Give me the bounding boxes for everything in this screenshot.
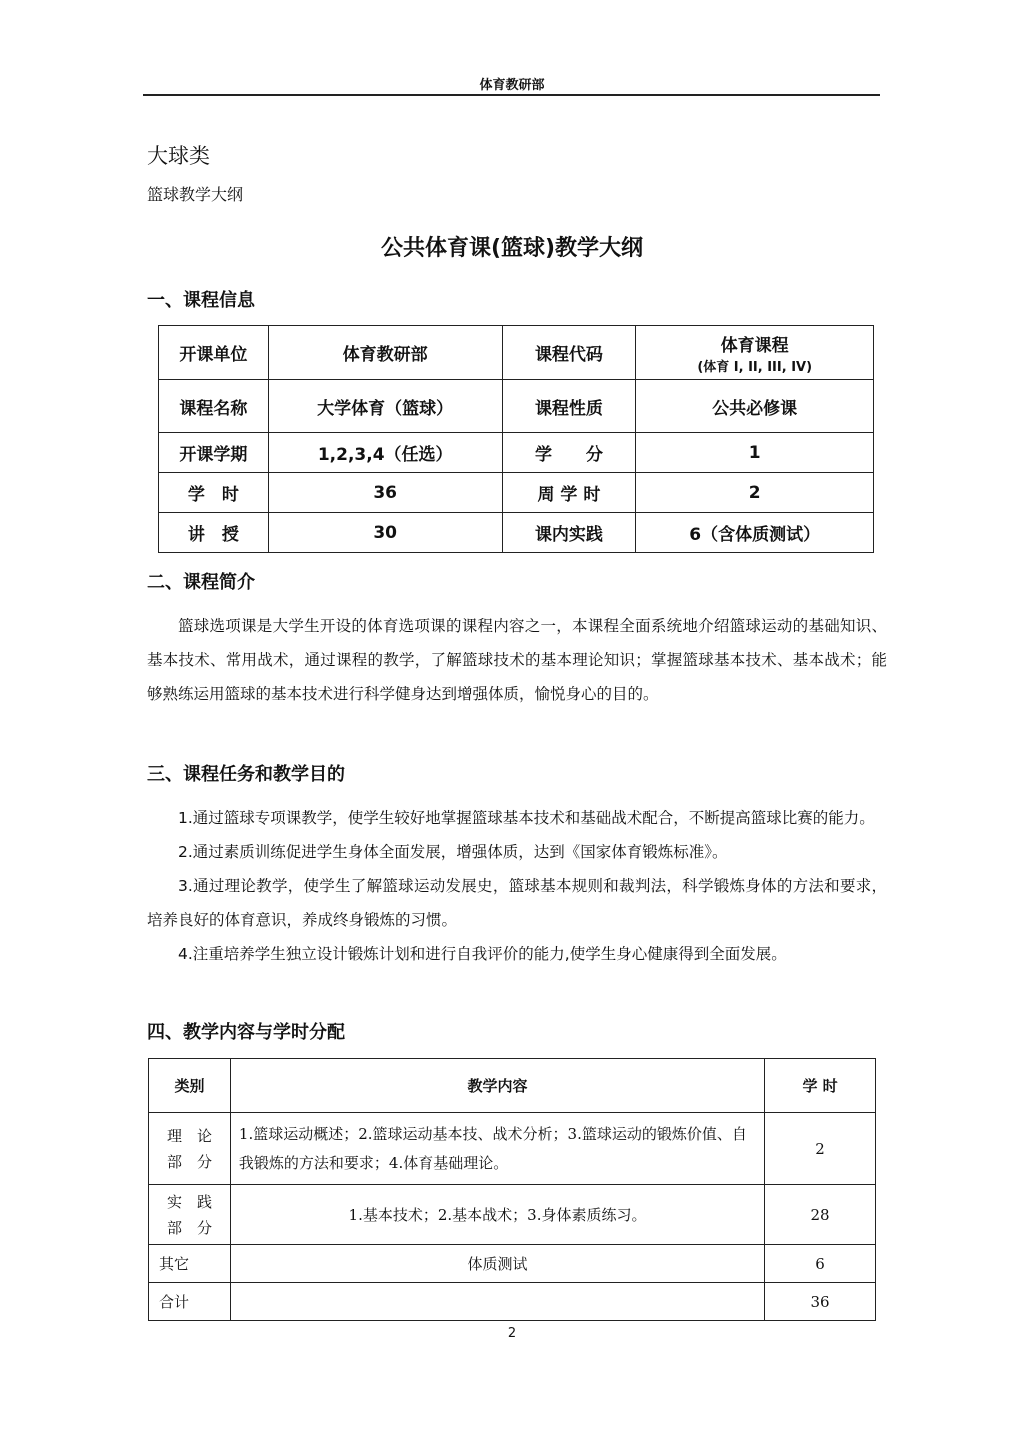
info-row — [159, 326, 874, 380]
info-label: 学 分 — [502, 433, 636, 473]
category-cell: 其它 — [149, 1245, 231, 1283]
content-hours-table — [148, 1058, 876, 1321]
objectives-list — [147, 801, 887, 971]
content-cell — [230, 1283, 764, 1321]
column-header: 教学内容 — [230, 1059, 764, 1113]
info-row — [159, 513, 874, 553]
info-row — [159, 473, 874, 513]
content-cell: 体质测试 — [230, 1245, 764, 1283]
info-value: 6（含体质测试） — [636, 513, 874, 553]
category-line: 部 分 — [166, 1152, 212, 1171]
column-header: 学 时 — [765, 1059, 876, 1113]
info-label: 开课单位 — [159, 326, 269, 380]
info-row — [159, 380, 874, 433]
hours-cell: 2 — [765, 1113, 876, 1185]
hours-cell: 36 — [765, 1283, 876, 1321]
document-title: 公共体育课(篮球)教学大纲 — [380, 236, 644, 261]
intro-text: 篮球选项课是大学生开设的体育选项课的课程内容之一，本课程全面系统地介绍篮球运动的基础知识、基本技术、常用战术，通过课程的教学，了解篮球技术的基本理论知识；掌握篮球基本技术、基本战术；能够熟练运用篮球的基本技术进行科学健身达到增强体质，愉悦身心的目的。 — [147, 617, 887, 703]
info-label: 课程代码 — [502, 326, 636, 380]
category-line: 实 践 — [166, 1192, 212, 1211]
info-label: 课程性质 — [502, 380, 636, 433]
category-cell — [149, 1185, 231, 1245]
subcategory-label: 篮球教学大纲 — [147, 185, 244, 204]
objective-item: 4.注重培养学生独立设计锻炼计划和进行自我评价的能力,使学生身心健康得到全面发展。 — [178, 945, 787, 963]
section-heading-objectives: 三、课程任务和教学目的 — [147, 764, 345, 785]
info-value: 2 — [636, 473, 874, 513]
section-heading-course-info: 一、课程信息 — [147, 290, 255, 311]
page-number: 2 — [507, 1326, 517, 1341]
section-heading-intro: 二、课程简介 — [147, 572, 255, 593]
course-info-table — [158, 325, 874, 553]
table-row — [149, 1283, 876, 1321]
content-cell: 1.篮球运动概述；2.篮球运动基本技、战术分析；3.篮球运动的锻炼价值、自我锻炼的方法和要求；4.体育基础理论。 — [230, 1113, 764, 1185]
info-value: 36 — [268, 473, 502, 513]
info-value: 30 — [268, 513, 502, 553]
info-row — [159, 433, 874, 473]
table-row — [149, 1185, 876, 1245]
table-row — [149, 1113, 876, 1185]
category-label: 大球类 — [147, 144, 210, 168]
info-value: 大学体育（篮球） — [268, 380, 502, 433]
section-heading-content-hours: 四、教学内容与学时分配 — [147, 1022, 345, 1043]
info-label: 学 时 — [159, 473, 269, 513]
info-value: 1 — [636, 433, 874, 473]
category-cell — [149, 1113, 231, 1185]
hours-cell: 28 — [765, 1185, 876, 1245]
hours-cell: 6 — [765, 1245, 876, 1283]
column-header: 类别 — [149, 1059, 231, 1113]
info-label: 周 学 时 — [502, 473, 636, 513]
course-code-note: (体育 I, II, III, IV) — [697, 359, 813, 375]
info-label: 课内实践 — [502, 513, 636, 553]
info-label: 课程名称 — [159, 380, 269, 433]
info-value: 体育教研部 — [268, 326, 502, 380]
info-label: 讲 授 — [159, 513, 269, 553]
course-code-value: 体育课程 — [720, 335, 789, 356]
table-header-row — [149, 1059, 876, 1113]
objective-item: 1.通过篮球专项课教学，使学生较好地掌握篮球基本技术和基础战术配合，不断提高篮球比赛的能力。 — [178, 809, 875, 827]
category-line: 部 分 — [166, 1218, 212, 1237]
header-rule — [143, 94, 880, 96]
info-value: 公共必修课 — [636, 380, 874, 433]
table-row — [149, 1245, 876, 1283]
info-value — [636, 326, 874, 380]
category-cell: 合计 — [149, 1283, 231, 1321]
page-header-title: 体育教研部 — [479, 78, 545, 93]
objective-item: 2.通过素质训练促进学生身体全面发展，增强体质，达到《国家体育锻炼标准》。 — [178, 843, 728, 861]
objective-item: 3.通过理论教学，使学生了解篮球运动发展史，篮球基本规则和裁判法，科学锻炼身体的方法和要求，培养良好的体育意识，养成终身锻炼的习惯。 — [147, 877, 887, 929]
info-value: 1,2,3,4（任选） — [268, 433, 502, 473]
course-intro-paragraph — [147, 609, 887, 711]
category-line: 理 论 — [166, 1126, 212, 1145]
info-label: 开课学期 — [159, 433, 269, 473]
content-cell: 1.基本技术；2.基本战术；3.身体素质练习。 — [230, 1185, 764, 1245]
